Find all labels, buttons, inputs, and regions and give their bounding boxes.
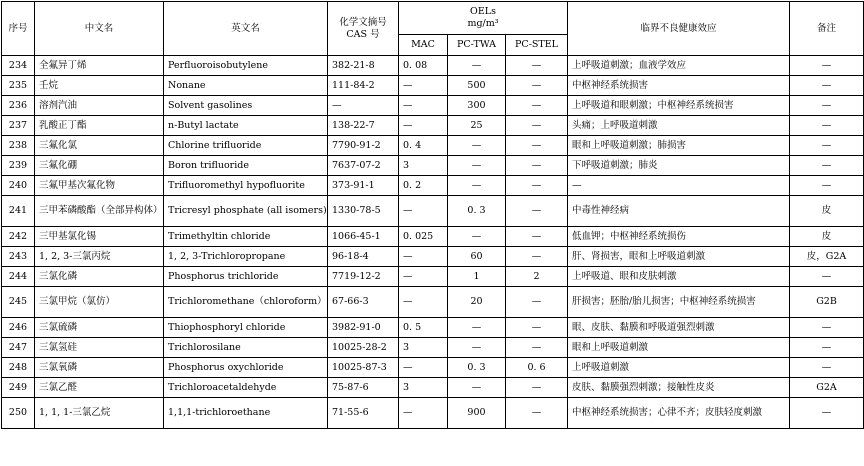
cell-cn-name: 1, 1, 1-三氯乙烷 [35, 398, 164, 429]
cell-mac: — [399, 267, 448, 287]
cell-pc-stel: 2 [506, 267, 568, 287]
cell-no: 243 [2, 247, 35, 267]
cell-pc-twa: 300 [448, 96, 506, 116]
cell-remark: — [790, 96, 864, 116]
cell-effect: 上呼吸道刺激；血液学效应 [568, 56, 790, 76]
header-mac: MAC [399, 35, 448, 56]
cell-cn-name: 三氯氧磷 [35, 358, 164, 378]
cell-pc-stel: — [506, 227, 568, 247]
cell-pc-twa: 1 [448, 267, 506, 287]
cell-pc-twa: 500 [448, 76, 506, 96]
header-cas-line1: 化学文摘号 [339, 16, 387, 28]
cell-no: 241 [2, 196, 35, 227]
cell-cas: 3982-91-0 [328, 318, 399, 338]
cell-remark: — [790, 76, 864, 96]
cell-cn-name: 壬烷 [35, 76, 164, 96]
cell-pc-twa: — [448, 136, 506, 156]
cell-no: 249 [2, 378, 35, 398]
cell-mac: 0. 5 [399, 318, 448, 338]
cell-cn-name: 乳酸正丁酯 [35, 116, 164, 136]
cell-cas: 10025-28-2 [328, 338, 399, 358]
cell-effect: 上呼吸道刺激 [568, 358, 790, 378]
cell-pc-twa: 900 [448, 398, 506, 429]
table-row [2, 318, 864, 338]
cell-cn-name: 三氟化硼 [35, 156, 164, 176]
cell-cn-name: 三甲基氯化锡 [35, 227, 164, 247]
cell-pc-twa: — [448, 318, 506, 338]
cell-en-name: 1,1,1-trichloroethane [164, 398, 328, 429]
table-row [2, 196, 864, 227]
cell-cas: 382-21-8 [328, 56, 399, 76]
header-oels-label: OELs [470, 6, 496, 17]
table-row [2, 56, 864, 76]
cell-no: 242 [2, 227, 35, 247]
cell-no: 237 [2, 116, 35, 136]
cell-remark: — [790, 156, 864, 176]
cell-no: 238 [2, 136, 35, 156]
cell-cas: 71-55-6 [328, 398, 399, 429]
cell-mac: 0. 025 [399, 227, 448, 247]
cell-mac: — [399, 287, 448, 318]
cell-cas: 7637-07-2 [328, 156, 399, 176]
cell-en-name: Nonane [164, 76, 328, 96]
cell-effect: 中毒性神经病 [568, 196, 790, 227]
table-row [2, 176, 864, 196]
cell-mac: — [399, 96, 448, 116]
header-pc-stel: PC-STEL [506, 35, 568, 56]
cell-remark: — [790, 358, 864, 378]
header-pc-twa: PC-TWA [448, 35, 506, 56]
cell-pc-stel: — [506, 76, 568, 96]
cell-pc-stel: — [506, 247, 568, 267]
cell-cas: 373-91-1 [328, 176, 399, 196]
cell-cn-name: 三氯乙醛 [35, 378, 164, 398]
cell-cas: 111-84-2 [328, 76, 399, 96]
header-no: 序号 [2, 2, 35, 56]
cell-remark: 皮，G2A [790, 247, 864, 267]
cell-pc-stel: — [506, 96, 568, 116]
cell-pc-stel: — [506, 338, 568, 358]
cell-no: 239 [2, 156, 35, 176]
cell-remark: — [790, 56, 864, 76]
table-row [2, 96, 864, 116]
cell-en-name: Solvent gasolines [164, 96, 328, 116]
cell-mac: — [399, 247, 448, 267]
cell-effect: 头痛；上呼吸道刺激 [568, 116, 790, 136]
header-effects: 临界不良健康效应 [568, 2, 790, 56]
table-row [2, 287, 864, 318]
cell-pc-stel: — [506, 116, 568, 136]
cell-pc-stel: — [506, 156, 568, 176]
oel-table [1, 1, 864, 429]
cell-pc-twa: 0. 3 [448, 358, 506, 378]
cell-cas: 67-66-3 [328, 287, 399, 318]
cell-remark: 皮 [790, 196, 864, 227]
cell-cn-name: 三氯化磷 [35, 267, 164, 287]
cell-pc-stel: — [506, 176, 568, 196]
cell-remark: 皮 [790, 227, 864, 247]
table-row [2, 358, 864, 378]
cell-no: 248 [2, 358, 35, 378]
cell-pc-twa: — [448, 56, 506, 76]
cell-cas: 75-87-6 [328, 378, 399, 398]
cell-cn-name: 三甲苯磷酸酯（全部异构体） [35, 196, 164, 227]
cell-en-name: Trichlorosilane [164, 338, 328, 358]
cell-effect: 中枢神经系统损害 [568, 76, 790, 96]
header-oels-unit: mg/m³ [467, 18, 499, 29]
cell-effect: 中枢神经系统损害；心律不齐；皮肤轻度刺激 [568, 398, 790, 429]
cell-effect: 下呼吸道刺激；肺炎 [568, 156, 790, 176]
cell-pc-twa: — [448, 156, 506, 176]
cell-effect: 低血钾；中枢神经系统损伤 [568, 227, 790, 247]
cell-effect: 眼和上呼吸道刺激；肺损害 [568, 136, 790, 156]
cell-no: 234 [2, 56, 35, 76]
cell-cn-name: 三氯氢硅 [35, 338, 164, 358]
cell-pc-stel: — [506, 318, 568, 338]
header-row-1 [2, 2, 864, 35]
cell-pc-stel: — [506, 378, 568, 398]
header-cas [328, 2, 399, 56]
cell-cn-name: 三氯硫磷 [35, 318, 164, 338]
cell-mac: 3 [399, 338, 448, 358]
cell-cas: 138-22-7 [328, 116, 399, 136]
cell-mac: 3 [399, 378, 448, 398]
cell-en-name: Chlorine trifluoride [164, 136, 328, 156]
cell-pc-stel: — [506, 136, 568, 156]
cell-pc-stel: — [506, 398, 568, 429]
cell-remark: — [790, 398, 864, 429]
cell-cas: 7719-12-2 [328, 267, 399, 287]
cell-mac: — [399, 358, 448, 378]
cell-no: 247 [2, 338, 35, 358]
cell-pc-twa: — [448, 176, 506, 196]
cell-remark: G2A [790, 378, 864, 398]
cell-en-name: n-Butyl lactate [164, 116, 328, 136]
cell-en-name: Phosphorus oxychloride [164, 358, 328, 378]
cell-remark: — [790, 136, 864, 156]
cell-en-name: Trimethyltin chloride [164, 227, 328, 247]
table-row [2, 227, 864, 247]
cell-en-name: Trifluoromethyl hypofluorite [164, 176, 328, 196]
header-remarks: 备注 [790, 2, 864, 56]
cell-effect: 眼和上呼吸道刺激 [568, 338, 790, 358]
cell-cn-name: 三氟甲基次氟化物 [35, 176, 164, 196]
table-row [2, 378, 864, 398]
cell-remark: — [790, 116, 864, 136]
cell-effect: 皮肤、黏膜强烈刺激；接触性皮炎 [568, 378, 790, 398]
cell-pc-twa: 25 [448, 116, 506, 136]
table-row [2, 398, 864, 429]
cell-mac: — [399, 76, 448, 96]
cell-en-name: Phosphorus trichloride [164, 267, 328, 287]
cell-pc-twa: — [448, 378, 506, 398]
cell-en-name: Boron trifluoride [164, 156, 328, 176]
cell-pc-twa: 60 [448, 247, 506, 267]
table-row [2, 267, 864, 287]
table-row [2, 116, 864, 136]
cell-no: 235 [2, 76, 35, 96]
cell-effect: 眼、皮肤、黏膜和呼吸道强烈刺激 [568, 318, 790, 338]
cell-remark: — [790, 338, 864, 358]
cell-remark: — [790, 267, 864, 287]
cell-effect: 肝、肾损害，眼和上呼吸道刺激 [568, 247, 790, 267]
cell-cn-name: 三氟化氯 [35, 136, 164, 156]
cell-pc-stel: — [506, 56, 568, 76]
cell-en-name: 1, 2, 3-Trichloropropane [164, 247, 328, 267]
header-en-name: 英文名 [164, 2, 328, 56]
cell-mac: — [399, 196, 448, 227]
cell-no: 245 [2, 287, 35, 318]
cell-effect: 肝损害；胚胎/胎儿损害；中枢神经系统损害 [568, 287, 790, 318]
cell-en-name: Perfluoroisobutylene [164, 56, 328, 76]
cell-no: 240 [2, 176, 35, 196]
cell-effect: 上呼吸道、眼和皮肤刺激 [568, 267, 790, 287]
cell-mac: 3 [399, 156, 448, 176]
table-row [2, 76, 864, 96]
cell-pc-twa: — [448, 338, 506, 358]
cell-pc-twa: — [448, 227, 506, 247]
cell-cn-name: 全氟异丁烯 [35, 56, 164, 76]
header-oels [399, 2, 568, 35]
cell-cas: 1330-78-5 [328, 196, 399, 227]
cell-pc-stel: 0. 6 [506, 358, 568, 378]
table-body [2, 56, 864, 429]
cell-cn-name: 三氯甲烷（氯仿） [35, 287, 164, 318]
cell-no: 236 [2, 96, 35, 116]
cell-cas: 10025-87-3 [328, 358, 399, 378]
header-cn-name: 中文名 [35, 2, 164, 56]
cell-en-name: Trichloroacetaldehyde [164, 378, 328, 398]
cell-effect: 上呼吸道和眼刺激；中枢神经系统损害 [568, 96, 790, 116]
cell-cn-name: 溶剂汽油 [35, 96, 164, 116]
cell-no: 250 [2, 398, 35, 429]
table-row [2, 247, 864, 267]
table-row [2, 136, 864, 156]
cell-cn-name: 1, 2, 3-三氯丙烷 [35, 247, 164, 267]
table-row [2, 156, 864, 176]
cell-mac: 0. 4 [399, 136, 448, 156]
cell-en-name: Trichloromethane（chloroform） [164, 287, 328, 318]
cell-en-name: Tricresyl phosphate (all isomers) [164, 196, 328, 227]
header-cas-line2: CAS 号 [346, 28, 380, 40]
cell-pc-stel: — [506, 196, 568, 227]
cell-cas: 1066-45-1 [328, 227, 399, 247]
cell-no: 244 [2, 267, 35, 287]
cell-effect: — [568, 176, 790, 196]
cell-cas: 96-18-4 [328, 247, 399, 267]
cell-pc-twa: 0. 3 [448, 196, 506, 227]
table-row [2, 338, 864, 358]
cell-mac: 0. 2 [399, 176, 448, 196]
cell-pc-twa: 20 [448, 287, 506, 318]
cell-cas: 7790-91-2 [328, 136, 399, 156]
cell-remark: G2B [790, 287, 864, 318]
cell-mac: — [399, 116, 448, 136]
cell-remark: — [790, 318, 864, 338]
cell-pc-stel: — [506, 287, 568, 318]
cell-no: 246 [2, 318, 35, 338]
cell-en-name: Thiophosphoryl chloride [164, 318, 328, 338]
cell-mac: — [399, 398, 448, 429]
cell-mac: 0. 08 [399, 56, 448, 76]
cell-remark: — [790, 176, 864, 196]
cell-cas: — [328, 96, 399, 116]
